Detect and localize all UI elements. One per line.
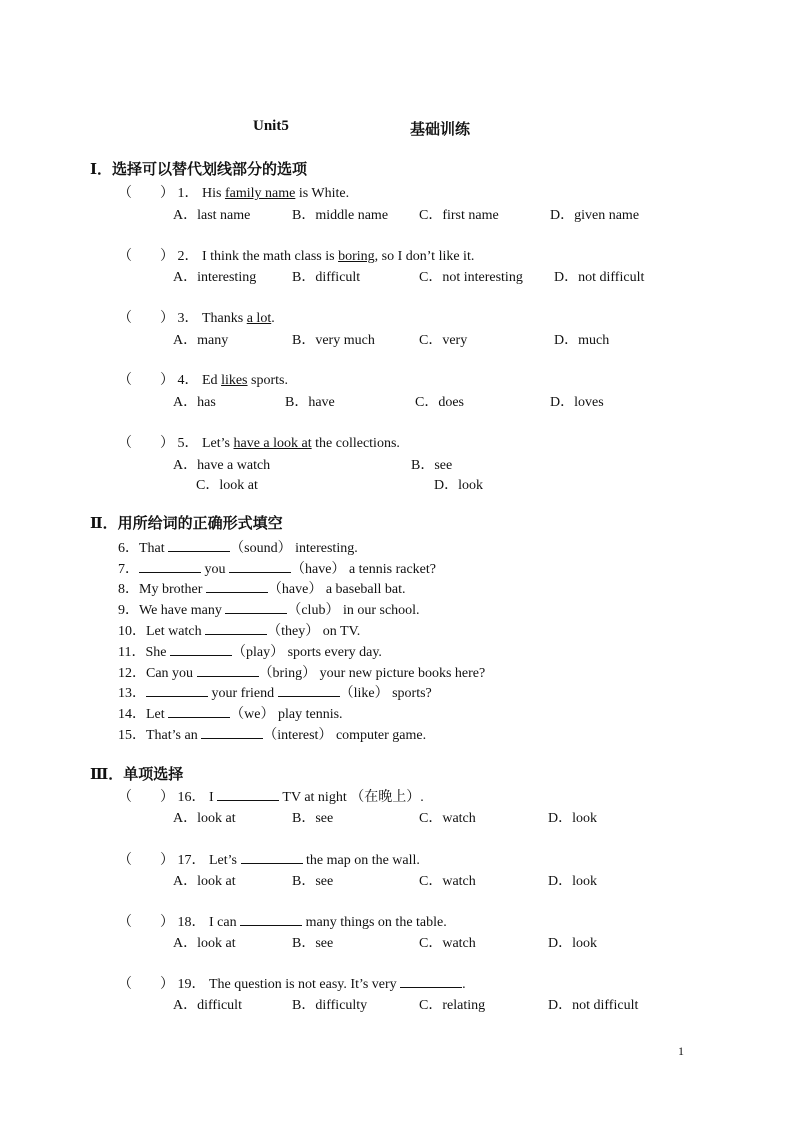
answer-bracket: （ ）	[118, 311, 174, 326]
answer-bracket: （ ）	[118, 977, 174, 992]
option-c: C．relating	[419, 998, 486, 1013]
section-1-title: Ⅰ．选择可以替代划线部分的选项	[90, 162, 308, 178]
stem-post: sports.	[247, 373, 288, 388]
text: computer game.	[335, 728, 427, 743]
answer-blank[interactable]	[139, 560, 201, 573]
answer-bracket: （ ）	[118, 915, 174, 930]
question-1	[118, 182, 349, 202]
stem-pre: Let’s	[202, 436, 234, 451]
section-3-title: Ⅲ．单项选择	[90, 767, 184, 783]
option-c: C．first name	[419, 208, 499, 223]
text: Can you	[146, 666, 197, 681]
answer-blank[interactable]	[146, 684, 208, 697]
option-a: A．many	[173, 333, 229, 348]
stem-pre: I can	[209, 915, 241, 930]
option-a: A．have a watch	[173, 458, 271, 473]
fill-line-6	[118, 537, 358, 557]
underlined-part: family name	[224, 186, 296, 201]
hint-word: （club）	[287, 603, 340, 618]
stem-pre: The question is not easy. It’s very	[209, 977, 401, 992]
text: sports?	[392, 686, 432, 701]
hint-word: （interest）	[263, 728, 333, 743]
option-b: B．very much	[292, 333, 375, 348]
hint-word: （bring）	[258, 666, 317, 681]
underlined-part: boring	[338, 249, 375, 264]
stem-post: the map on the wall.	[302, 853, 420, 868]
question-number: 18．	[177, 915, 206, 930]
option-d: D．look	[548, 811, 597, 826]
question-number: 5．	[177, 436, 199, 451]
option-c: C．very	[419, 333, 468, 348]
line-number: 10．	[118, 624, 146, 639]
option-c: C．does	[415, 395, 464, 410]
stem-pre: I	[209, 790, 218, 805]
stem-post: TV at night （在晚上）.	[279, 790, 424, 805]
hint-word: （play）	[231, 645, 285, 660]
underlined-part: a lot	[246, 311, 272, 326]
underlined-part: have a look at	[233, 436, 312, 451]
text: a tennis racket?	[348, 562, 436, 577]
line-number: 14．	[118, 707, 146, 722]
stem-pre: His	[202, 186, 225, 201]
option-c: C．watch	[419, 874, 476, 889]
stem-post: , so I don’t like it.	[374, 249, 475, 264]
unit-label: Unit5	[253, 118, 289, 134]
answer-bracket: （ ）	[118, 186, 174, 201]
text: play tennis.	[277, 707, 343, 722]
text: you	[201, 562, 229, 577]
option-d: D．look	[548, 936, 597, 951]
text: That	[139, 541, 169, 556]
text: on TV.	[322, 624, 361, 639]
answer-blank[interactable]	[201, 726, 263, 739]
text: Let	[146, 707, 169, 722]
page-number: 1	[678, 1044, 684, 1058]
option-d: D．not difficult	[554, 270, 645, 285]
fill-line-7	[118, 558, 436, 578]
question-number: 4．	[177, 373, 199, 388]
option-d: D．look	[548, 874, 597, 889]
fill-line-15	[118, 724, 426, 744]
option-d: D．not difficult	[548, 998, 639, 1013]
option-a: A．last name	[173, 208, 251, 223]
option-b: B．see	[292, 811, 334, 826]
question-17	[118, 849, 420, 869]
answer-bracket: （ ）	[118, 249, 174, 264]
line-number: 7．	[118, 562, 139, 577]
fill-line-8	[118, 578, 406, 598]
option-d: D．loves	[550, 395, 604, 410]
question-19	[118, 973, 466, 993]
question-number: 19．	[177, 977, 206, 992]
text: your friend	[208, 686, 278, 701]
answer-blank[interactable]	[197, 664, 259, 677]
answer-bracket: （ ）	[118, 436, 174, 451]
question-3	[118, 307, 275, 327]
line-number: 11．	[118, 645, 146, 660]
answer-blank[interactable]	[205, 622, 267, 635]
text: That’s an	[146, 728, 202, 743]
option-d: D．much	[554, 333, 610, 348]
underlined-part: likes	[221, 373, 248, 388]
question-5	[118, 432, 400, 452]
option-b: B．see	[411, 458, 453, 473]
option-a: A．interesting	[173, 270, 257, 285]
hint-word: （like）	[339, 686, 389, 701]
option-b: B．difficulty	[292, 998, 368, 1013]
answer-blank[interactable]	[168, 705, 230, 718]
line-number: 13．	[118, 686, 146, 701]
option-a: A．look at	[173, 811, 236, 826]
answer-blank[interactable]	[240, 913, 302, 926]
question-number: 2．	[177, 249, 199, 264]
text: a baseball bat.	[325, 582, 406, 597]
option-b: B．difficult	[292, 270, 361, 285]
option-a: A．has	[173, 395, 216, 410]
stem-post: many things on the table.	[302, 915, 447, 930]
page-title: 基础训练	[410, 122, 471, 138]
hint-word: （they）	[267, 624, 320, 639]
answer-blank[interactable]	[170, 643, 232, 656]
stem-post: is White.	[295, 186, 350, 201]
line-number: 8．	[118, 582, 139, 597]
hint-word: （have）	[267, 582, 323, 597]
section-2-title: Ⅱ．用所给词的正确形式填空	[90, 516, 283, 532]
stem-pre: Thanks	[202, 311, 247, 326]
option-a: A．look at	[173, 874, 236, 889]
line-number: 9．	[118, 603, 139, 618]
answer-blank[interactable]	[225, 601, 287, 614]
option-b: B．see	[292, 874, 334, 889]
question-number: 3．	[177, 311, 199, 326]
stem-post: .	[271, 311, 275, 326]
text: We have many	[139, 603, 226, 618]
question-2	[118, 245, 474, 265]
fill-line-12	[118, 662, 485, 682]
text: in our school.	[342, 603, 420, 618]
fill-line-13	[118, 682, 432, 702]
text: She	[145, 645, 170, 660]
line-number: 15．	[118, 728, 146, 743]
line-number: 12．	[118, 666, 146, 681]
option-a: A．difficult	[173, 998, 242, 1013]
hint-word: （sound）	[230, 541, 292, 556]
fill-line-14	[118, 703, 343, 723]
option-d: D．given name	[550, 208, 640, 223]
answer-blank[interactable]	[278, 684, 340, 697]
text: interesting.	[295, 541, 358, 556]
option-d: D．look	[434, 478, 483, 493]
text: sports every day.	[287, 645, 382, 660]
question-number: 1．	[177, 186, 199, 201]
question-4	[118, 369, 288, 389]
line-number: 6．	[118, 541, 139, 556]
answer-blank[interactable]	[217, 788, 279, 801]
option-c: C．watch	[419, 936, 476, 951]
stem-pre: I think the math class is	[202, 249, 339, 264]
option-b: B．see	[292, 936, 334, 951]
stem-post: the collections.	[311, 436, 400, 451]
answer-blank[interactable]	[241, 851, 303, 864]
question-18	[118, 911, 447, 931]
fill-line-9	[118, 599, 420, 619]
question-number: 16．	[177, 790, 206, 805]
stem-post: .	[462, 977, 466, 992]
option-b: B．middle name	[292, 208, 389, 223]
hint-word: （have）	[291, 562, 346, 577]
option-b: B．have	[285, 395, 335, 410]
option-c: C．watch	[419, 811, 476, 826]
text: My brother	[139, 582, 206, 597]
answer-blank[interactable]	[206, 580, 268, 593]
text: your new picture books here?	[319, 666, 486, 681]
hint-word: （we）	[230, 707, 275, 722]
stem-pre: Ed	[202, 373, 222, 388]
answer-blank[interactable]	[400, 975, 462, 988]
text: Let watch	[146, 624, 206, 639]
answer-bracket: （ ）	[118, 790, 174, 805]
fill-line-11	[118, 641, 382, 661]
option-c: C．look at	[196, 478, 258, 493]
fill-line-10	[118, 620, 360, 640]
stem-pre: Let’s	[209, 853, 241, 868]
answer-bracket: （ ）	[118, 373, 174, 388]
answer-blank[interactable]	[168, 539, 230, 552]
option-c: C．not interesting	[419, 270, 523, 285]
question-16	[118, 786, 424, 806]
answer-bracket: （ ）	[118, 853, 174, 868]
question-number: 17．	[177, 853, 206, 868]
answer-blank[interactable]	[229, 560, 291, 573]
option-a: A．look at	[173, 936, 236, 951]
